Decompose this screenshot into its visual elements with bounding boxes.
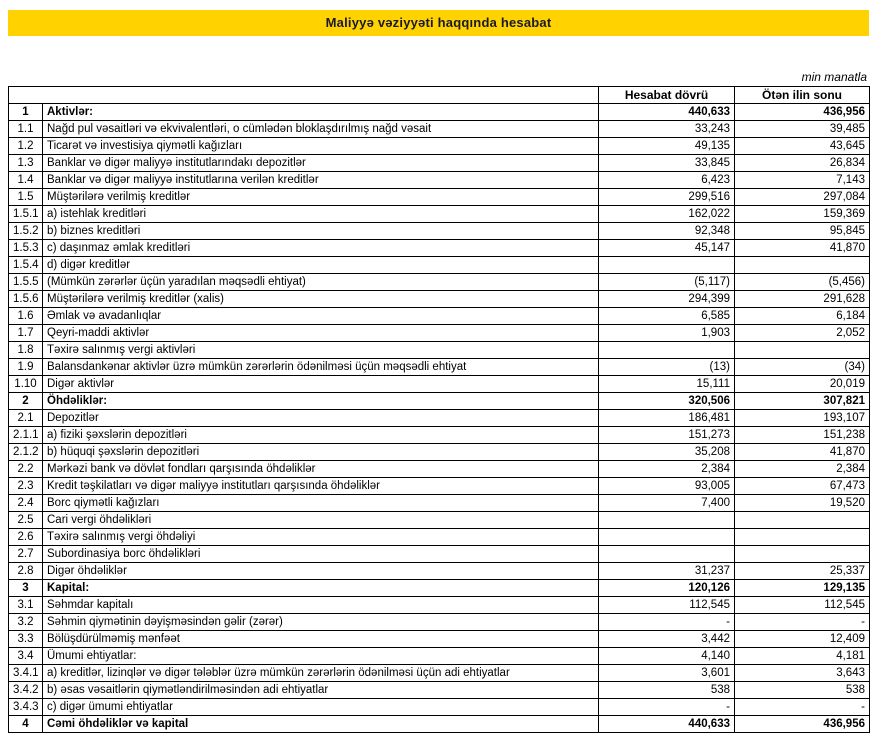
row-label: a) istehlak kreditləri [43, 206, 599, 223]
row-number: 4 [9, 716, 43, 733]
table-row [9, 427, 870, 444]
row-value-current: 7,400 [599, 495, 735, 512]
row-value-current: 6,423 [599, 172, 735, 189]
row-value-current: 320,506 [599, 393, 735, 410]
row-value-current [599, 529, 735, 546]
row-number: 2.1.2 [9, 444, 43, 461]
row-number: 1.5.4 [9, 257, 43, 274]
row-value-previous: 159,369 [735, 206, 870, 223]
row-value-current: 6,585 [599, 308, 735, 325]
row-value-current: (13) [599, 359, 735, 376]
row-value-current: (5,117) [599, 274, 735, 291]
row-number: 3 [9, 580, 43, 597]
table-row [9, 410, 870, 427]
row-label: Ticarət və investisiya qiymətli kağızları [43, 138, 599, 155]
table-row [9, 325, 870, 342]
row-value-previous: 12,409 [735, 631, 870, 648]
row-label: b) əsas vəsaitlərin qiymətləndirilməsindən adi ehtiyatlar [43, 682, 599, 699]
row-number: 1.1 [9, 121, 43, 138]
table-row [9, 240, 870, 257]
row-value-previous [735, 342, 870, 359]
row-label: Təxirə salınmış vergi aktivləri [43, 342, 599, 359]
row-value-previous: 6,184 [735, 308, 870, 325]
row-value-previous [735, 512, 870, 529]
row-value-current: 45,147 [599, 240, 735, 257]
row-value-previous: 20,019 [735, 376, 870, 393]
row-value-previous: 95,845 [735, 223, 870, 240]
row-number: 1.5.1 [9, 206, 43, 223]
row-number: 1.3 [9, 155, 43, 172]
table-row [9, 631, 870, 648]
row-number: 1.10 [9, 376, 43, 393]
row-value-previous: 307,821 [735, 393, 870, 410]
row-label: Əmlak və avadanlıqlar [43, 308, 599, 325]
row-label: Müştərilərə verilmiş kreditlər [43, 189, 599, 206]
table-row [9, 206, 870, 223]
row-value-previous: 297,084 [735, 189, 870, 206]
financial-position-table [8, 86, 870, 733]
row-label: Digər öhdəliklər [43, 563, 599, 580]
row-label: Cəmi öhdəliklər və kapital [43, 716, 599, 733]
table-row [9, 274, 870, 291]
row-value-current: 92,348 [599, 223, 735, 240]
row-value-previous: 41,870 [735, 240, 870, 257]
row-number: 3.4.2 [9, 682, 43, 699]
row-number: 1.9 [9, 359, 43, 376]
row-value-previous: (5,456) [735, 274, 870, 291]
table-row [9, 648, 870, 665]
table-row [9, 716, 870, 733]
row-number: 3.4.3 [9, 699, 43, 716]
row-value-previous [735, 546, 870, 563]
row-value-current: 112,545 [599, 597, 735, 614]
unit-note: min manatla [801, 70, 867, 84]
row-value-current: 151,273 [599, 427, 735, 444]
row-value-current: 4,140 [599, 648, 735, 665]
row-value-previous: 112,545 [735, 597, 870, 614]
table-row [9, 444, 870, 461]
row-value-previous: 291,628 [735, 291, 870, 308]
column-header-current-period: Hesabat dövrü [599, 87, 735, 104]
row-number: 2.4 [9, 495, 43, 512]
row-number: 3.2 [9, 614, 43, 631]
table-row [9, 104, 870, 121]
row-value-previous: 151,238 [735, 427, 870, 444]
row-value-previous: 193,107 [735, 410, 870, 427]
table-row [9, 699, 870, 716]
row-value-previous: 2,052 [735, 325, 870, 342]
row-value-current: 120,126 [599, 580, 735, 597]
row-value-current: 3,601 [599, 665, 735, 682]
row-value-current [599, 512, 735, 529]
row-number: 1.8 [9, 342, 43, 359]
row-number: 2.1.1 [9, 427, 43, 444]
table-row [9, 121, 870, 138]
row-number: 2 [9, 393, 43, 410]
table-row [9, 172, 870, 189]
row-value-previous: 436,956 [735, 716, 870, 733]
row-value-current: 31,237 [599, 563, 735, 580]
row-value-current [599, 257, 735, 274]
row-label: d) digər kreditlər [43, 257, 599, 274]
header-spacer [9, 87, 599, 104]
table-row [9, 478, 870, 495]
row-label: Təxirə salınmış vergi öhdəliyi [43, 529, 599, 546]
row-label: b) hüquqi şəxslərin depozitləri [43, 444, 599, 461]
table-row [9, 665, 870, 682]
row-number: 3.1 [9, 597, 43, 614]
row-label: Kapital: [43, 580, 599, 597]
table-body [9, 104, 870, 733]
report-title-bar [8, 10, 869, 36]
row-value-previous: - [735, 614, 870, 631]
row-value-previous: (34) [735, 359, 870, 376]
table-row [9, 495, 870, 512]
table-row [9, 580, 870, 597]
row-value-previous: 25,337 [735, 563, 870, 580]
table-row [9, 189, 870, 206]
table-header-row [9, 87, 870, 104]
row-value-current: - [599, 614, 735, 631]
row-value-previous: 2,384 [735, 461, 870, 478]
row-label: (Mümkün zərərlər üçün yaradılan məqsədli ehtiyat) [43, 274, 599, 291]
row-label: Səhmin qiymətinin dəyişməsindən gəlir (zərər) [43, 614, 599, 631]
row-value-current: 49,135 [599, 138, 735, 155]
row-number: 2.6 [9, 529, 43, 546]
row-number: 1.5 [9, 189, 43, 206]
row-number: 3.3 [9, 631, 43, 648]
row-value-previous: 67,473 [735, 478, 870, 495]
table-row [9, 529, 870, 546]
row-label: Nağd pul vəsaitləri və ekvivalentləri, o cümlədən bloklaşdırılmış nağd vəsait [43, 121, 599, 138]
table-row [9, 376, 870, 393]
row-label: c) digər ümumi ehtiyatlar [43, 699, 599, 716]
column-header-previous-year-end: Ötən ilin sonu [735, 87, 870, 104]
row-value-previous: 538 [735, 682, 870, 699]
row-value-current [599, 342, 735, 359]
row-number: 1.2 [9, 138, 43, 155]
row-number: 2.1 [9, 410, 43, 427]
table-row [9, 597, 870, 614]
report-title: Maliyyə vəziyyəti haqqında hesabat [325, 15, 552, 30]
row-label: Borc qiymətli kağızları [43, 495, 599, 512]
row-value-current: 3,442 [599, 631, 735, 648]
row-number: 2.5 [9, 512, 43, 529]
row-value-current: 162,022 [599, 206, 735, 223]
row-number: 3.4.1 [9, 665, 43, 682]
table-row [9, 614, 870, 631]
row-label: Səhmdar kapitalı [43, 597, 599, 614]
row-number: 1.5.6 [9, 291, 43, 308]
table-row [9, 563, 870, 580]
row-value-current: 186,481 [599, 410, 735, 427]
row-value-current: 538 [599, 682, 735, 699]
row-value-previous: 26,834 [735, 155, 870, 172]
row-value-previous: 41,870 [735, 444, 870, 461]
row-value-current: 440,633 [599, 716, 735, 733]
row-value-current: 15,111 [599, 376, 735, 393]
row-value-current: 2,384 [599, 461, 735, 478]
row-number: 1.6 [9, 308, 43, 325]
row-value-previous: 4,181 [735, 648, 870, 665]
table-row [9, 257, 870, 274]
row-label: Ümumi ehtiyatlar: [43, 648, 599, 665]
row-value-current: 35,208 [599, 444, 735, 461]
row-label: b) biznes kreditləri [43, 223, 599, 240]
row-value-current [599, 546, 735, 563]
row-label: Cari vergi öhdəlikləri [43, 512, 599, 529]
row-label: Bölüşdürülməmiş mənfəət [43, 631, 599, 648]
row-number: 1.7 [9, 325, 43, 342]
row-value-previous: 19,520 [735, 495, 870, 512]
row-number: 1 [9, 104, 43, 121]
table-row [9, 461, 870, 478]
row-value-current: 440,633 [599, 104, 735, 121]
row-number: 2.2 [9, 461, 43, 478]
table-row [9, 138, 870, 155]
row-value-current: 33,243 [599, 121, 735, 138]
row-number: 3.4 [9, 648, 43, 665]
table-row [9, 291, 870, 308]
table-row [9, 155, 870, 172]
table-row [9, 342, 870, 359]
row-label: Kredit təşkilatları və digər maliyyə institutları qarşısında öhdəliklər [43, 478, 599, 495]
row-label: Subordinasiya borc öhdəlikləri [43, 546, 599, 563]
row-value-previous: 3,643 [735, 665, 870, 682]
row-number: 2.3 [9, 478, 43, 495]
row-value-previous: 39,485 [735, 121, 870, 138]
row-label: Öhdəliklər: [43, 393, 599, 410]
row-value-previous [735, 257, 870, 274]
row-value-current: 33,845 [599, 155, 735, 172]
row-label: a) kreditlər, lizinqlər və digər tələblər üzrə mümkün zərərlərin ödənilməsi üçün adi ehtiyatlar [43, 665, 599, 682]
table-row [9, 308, 870, 325]
table-row [9, 512, 870, 529]
table-row [9, 223, 870, 240]
row-value-current: 93,005 [599, 478, 735, 495]
row-value-previous [735, 529, 870, 546]
row-label: c) daşınmaz əmlak kreditləri [43, 240, 599, 257]
row-label: Banklar və digər maliyyə institutlarındakı depozitlər [43, 155, 599, 172]
row-value-current: 299,516 [599, 189, 735, 206]
row-number: 1.5.5 [9, 274, 43, 291]
row-number: 1.4 [9, 172, 43, 189]
row-label: Digər aktivlər [43, 376, 599, 393]
row-number: 2.8 [9, 563, 43, 580]
row-label: Depozitlər [43, 410, 599, 427]
row-value-current: - [599, 699, 735, 716]
row-label: Banklar və digər maliyyə institutlarına verilən kreditlər [43, 172, 599, 189]
table-row [9, 546, 870, 563]
row-value-previous: 43,645 [735, 138, 870, 155]
table-row [9, 682, 870, 699]
row-value-previous: 436,956 [735, 104, 870, 121]
row-label: Müştərilərə verilmiş kreditlər (xalis) [43, 291, 599, 308]
table-row [9, 393, 870, 410]
row-label: Aktivlər: [43, 104, 599, 121]
row-number: 1.5.2 [9, 223, 43, 240]
row-label: a) fiziki şəxslərin depozitləri [43, 427, 599, 444]
row-value-previous: 7,143 [735, 172, 870, 189]
row-value-previous: 129,135 [735, 580, 870, 597]
row-value-previous: - [735, 699, 870, 716]
table-row [9, 359, 870, 376]
row-label: Mərkəzi bank və dövlət fondları qarşısında öhdəliklər [43, 461, 599, 478]
row-number: 2.7 [9, 546, 43, 563]
row-value-current: 1,903 [599, 325, 735, 342]
row-label: Balansdankənar aktivlər üzrə mümkün zərərlərin ödənilməsi üçün məqsədli ehtiyat [43, 359, 599, 376]
row-label: Qeyri-maddi aktivlər [43, 325, 599, 342]
row-value-current: 294,399 [599, 291, 735, 308]
row-number: 1.5.3 [9, 240, 43, 257]
